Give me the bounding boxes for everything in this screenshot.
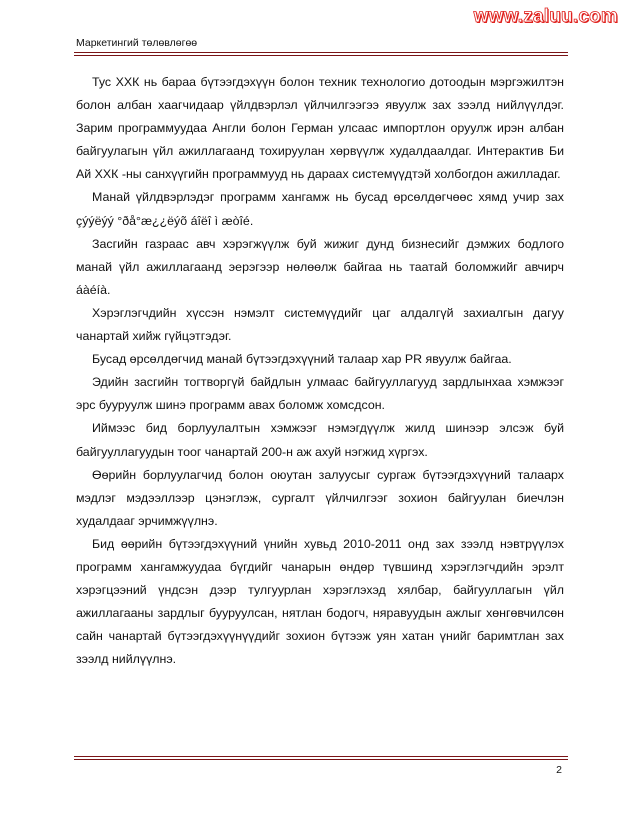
body-text — [76, 71, 564, 671]
paragraph-1: Тус ХХК нь бараа бүтээгдэхүүн болон техник технологио дотоодын мэргэжилтэн болон албан хаагчидаар үйлдвэрлэл үйлчилгээгээ явуулж зах зээлд нийлүүлдэг. Зарим программуудаа Англи болон Герман улсаас импортлон оруулж ирэн албан байгуулагын үйл ажиллагаанд тохируулан хөрвүүлж худалдаалдаг. Интерактив Би Ай ХХК -ны санхүүгийн программууд нь дараах системүүдтэй холбогдон ажилладаг. — [76, 75, 564, 182]
paragraph-2: Манай үйлдвэрлэдэг программ хангамж нь бусад өрсөлдөгчөөс хямд учир зах çýýëýý °ðå°æ¿¿ëýõ áîëî ì æòîé. — [76, 190, 564, 228]
paragraph-4: Хэрэглэгчдийн хүссэн нэмэлт системүүдийг цаг алдалгүй захиалгын дагуу чанартай хийж гүйцэтгэдэг. — [76, 305, 564, 344]
running-header-title: Маркетингий төлөвлөгөө — [76, 37, 198, 49]
page-number: 2 — [556, 764, 562, 776]
paragraph-5: Бусад өрсөлдөгчид манай бүтээгдэхүүний талаар хар PR явуулж байгаа. — [92, 352, 512, 367]
paragraph-7: Иймээс бид борлуулалтын хэмжээг нэмэгдүүлж жилд шинээр элсэж буй байгууллагуудын тоог чанартай 200-н аж ахуй нэгжид хүргэх. — [76, 421, 564, 459]
paragraph-6: Эдийн засгийн тогтворгүй байдлын улмаас байгууллагууд зардлынхаа хэмжээг эрс бууруулж шинэ программ авах боломж хомсдсон. — [76, 375, 564, 413]
header-divider — [74, 52, 568, 56]
footer-divider — [74, 756, 568, 760]
paragraph-3: Засгийн газраас авч хэрэгжүүлж буй жижиг дунд бизнесийг дэмжих бодлого манай үйл ажиллагаанд эерэгээр нөлөөлж байгаа нь таатай боломжийг авчирч áàéíà. — [76, 236, 564, 297]
paragraph-9: Бид өөрийн бүтээгдэхүүний үнийн хувьд 2010-2011 онд зах зээлд нэвтрүүлэх программ хангамжуудаа бүгдийг чанарын өндөр түвшинд хэрэглэгчдийн эрэлт хэрэгцээний үндсэн дээр тулгуурлан хэрэглэхэд хялбар, байгууллагын үйл ажиллагааны зардлыг бууруулсан, нятлан бодогч, няравуудын ажлыг хөнгөвчилсөн сайн чанартай бүтээгдэхүүнүүдийг зохион бүтээж уян хатан үнийг баримтлан зах зээлд нийлүүлнэ. — [76, 536, 564, 667]
watermark-logo: www.zaluu.com — [473, 6, 618, 27]
paragraph-8: Өөрийн борлуулагчид болон оюутан залуусыг сургаж бүтээгдэхүүний талаарх мэдлэг мэдээллээр цэнэглэж, сургалт үйлчилгээг зохион байгуулан биечлэн худалдааг эрчимжүүлнэ. — [76, 467, 564, 528]
